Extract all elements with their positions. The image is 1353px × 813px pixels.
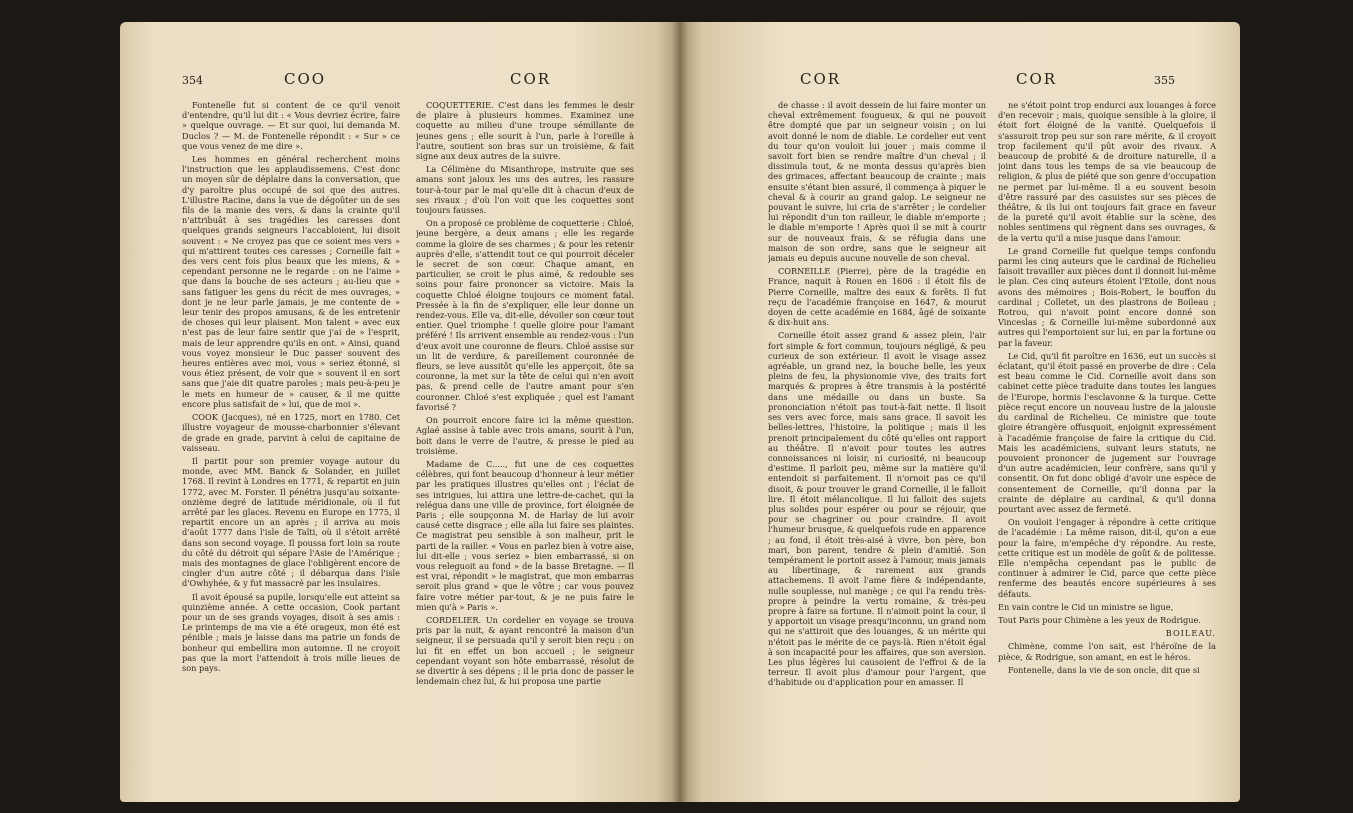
left-column-1 (182, 100, 400, 780)
paragraph: La Célimène du Misanthrope, instruite que ses amans sont jaloux les uns des autres, les rassure tour-à-tour par le mal qu'elle dit à chacun d'eux de ses rivaux ; d'où l'on voit que les coquettes sont toujours fausses. (416, 164, 634, 216)
paragraph: Les hommes en général recherchent moins l'instruction que les applaudissemens. C'est donc un moyen sûr de déplaire dans la conversation, que d'y paroître plus occupé de soi que des autres. L'illustre Racine, dans la vue de dégoûter un de ses fils de la manie des vers, & dans la crainte qu'il n'attribuât à ses tragédies les caresses dont quelques grands seigneurs l'accabloient, lui disoit souvent : « Ne croyez pas que ce soient mes vers » qui m'attirent toutes ces caresses ; Corneille fait » des vers cent fois plus beaux que les miens, & » cependant personne ne le regarde : on ne l'aime » que dans la bouche de ses acteurs ; au-lieu que » sans fatiguer les gens du récit de mes ouvrages, » dont je ne leur parle jamais, je me contente de » leur tenir des propos amusans, & de les entretenir de choses qui leur plaisent. Mon talent » avec eux n'est pas de leur faire sentir que j'ai de » l'esprit, mais de leur apprendre qu'ils en ont. » Ainsi, quand vous voyez monsieur le Duc passer souvent des heures entières avec moi, vous » seriez étonné, si vous étiez présent, de voir que » souvent il en sort sans que j'aie dit quatre paroles ; mais peu-à-peu je le mets en humeur de » causer, & il me quitte encore plus satisfait de » lui, que de moi ». (182, 154, 400, 409)
verse-author: BOILEAU. (1165, 628, 1216, 639)
verse-line-1: En vain contre le Cid un ministre se ligue, (998, 601, 1174, 612)
verse-line-2: Tout Paris pour Chimène a les yeux de Rodrigue. (998, 614, 1201, 625)
running-head-right-1: COR (800, 70, 842, 88)
paragraph: Il avoit épousé sa pupile, lorsqu'elle eut atteint sa quinzième année. A cette occasion, Cook partant pour un de ses grands voyages, disoit à ses amis : Le printemps de ma vie a été orageux, mon été est pénible ; mais je laisse dans ma patrie un fonds de bonheur qui embellira mon automne. Il ne croyoit pas que la mort l'attendoit à trois mille lieues de son pays. (182, 591, 400, 673)
running-head-right-2: COR (1016, 70, 1058, 88)
paragraph: On vouloit l'engager à répondre à cette critique de l'académie : La même raison, dit-il, qu'on a eue pour la faire, m'empêche d'y répondre. Au reste, cette critique est un modèle de goût & de politesse. Elle n'empêcha cependant pas le public de continuer à admirer le Cid, parce que cette pièce renferme des beautés encore supérieures à ses défauts. (998, 517, 1216, 599)
paragraph: On pourroit encore faire ici la même question. Aglaé assise à table avec trois amans, sourit à l'un, boit dans le verre de l'autre, & presse le pied au troisième. (416, 415, 634, 456)
paragraph: Le Cid, qu'il fit paroître en 1636, eut un succès si éclatant, qu'il étoit passé en proverbe de dire : Cela est beau comme le Cid. Corneille avoit dans son cabinet cette pièce traduite dans toutes les langues de l'Europe, hormis l'esclavonne & la turque. Cette pièce reçut encore un nouveau lustre de la jalousie du cardinal de Richelieu. Ce ministre que toute gloire étrangère offusquoit, enjoignit expressément à l'académie françoise de faire la critique du Cid. Mais les académiciens, suivant leurs statuts, ne pouvoient prononcer de jugement sur l'ouvrage d'un autre académicien, leur confrère, sans qu'il y consentit. On fut donc obligé d'avoir une espèce de consentement de Corneille, qu'il donna par la crainte de déplaire au cardinal, & qu'il donna pourtant avec assez de fermeté. (998, 350, 1216, 514)
paragraph: On a proposé ce problème de coquetterie : Chloé, jeune bergère, a deux amans ; elle les regarde comme la gloire de ses charmes ; & pour les retenir auprès d'elle, s'attendit tout ce qui pourroit déceler le secret de son cœur. Chaque amant, en particulier, se croit le plus aimé, & redouble ses soins pour faire prononcer sa victoire. Mais la coquette Chloé éloigne toujours ce moment fatal. Pressée à la fin de s'expliquer, elle leur donne un rendez-vous. Elle va, dit-elle, dévoiler son cœur tout entier. Quel triomphe ! quelle gloire pour l'amant préféré ! Ils arrivent ensemble au rendez-vous : l'un d'eux avoit une couronne de fleurs. Chloé assise sur un lit de verdure, & pareillement couronnée de fleurs, se leve aussitôt qu'elle les apperçoit, ôte sa couronne, la met sur la tête de celui qui n'en avoit pas, & prend celle de l'autre amant pour s'en couronner. Chloé s'est expliquée ; quel est l'amant favorisé ? (416, 218, 634, 412)
right-column-2 (998, 100, 1216, 780)
paragraph: COQUETTERIE. C'est dans les femmes le desir de plaire à plusieurs hommes. Examinez une coquette au milieu d'une troupe sémillante de jeunes gens ; elle sourit à l'un, parle à l'oreille à l'autre, soutient son bras sur un troisième, & fait signe aux deux autres de la suivre. (416, 100, 634, 162)
paragraph: Le grand Corneille fut quelque temps confondu parmi les cinq auteurs que le cardinal de Richelieu faisoit travailler aux pièces dont il donnoit lui-même le plan. Ces cinq auteurs étoient l'Etoile, dont nous avons des mémoires ; Bois-Robert, le bouffon du cardinal ; Colletet, un des plastrons de Boileau ; Rotrou, qui n'avoit point encore donné son Vinceslas ; & Corneille lui-même subordonné aux autres qui l'emportoient sur lui, en par la fortune ou par la faveur. (998, 245, 1216, 348)
right-page (680, 22, 1240, 802)
running-head-left-1: COO (284, 70, 327, 88)
book-gutter (672, 22, 688, 802)
paragraph: Il partit pour son premier voyage autour du monde, avec MM. Banck & Solander, en juillet 1768. Il revint à Londres en 1771, & repartit en juin 1772, avec M. Forster. Il pénétra jusqu'au soixante-onzième degré de latitude méridionale, où il fut arrêté par les glaces. Revenu en Europe en 1775, il repartit encore un an après ; il arriva au mois d'août 1777 dans l'isle de Taïti, où il s'étoit arrêté dans son second voyage. Il poussa fort loin sa route du côté du détroit qui sépare l'Asie de l'Amérique ; mais des montagnes de glace l'obligèrent encore de cingler d'un autre côté ; il débarqua dans l'isle d'Owhyhée, & y fut massacré par les insulaires. (182, 455, 400, 589)
paragraph: Fontenelle, dans la vie de son oncle, dit que si (1008, 664, 1200, 675)
paragraph: ne s'étoit point trop endurci aux louanges à force d'en recevoir ; mais, quoique sensible à la gloire, il étoit fort éloigné de la vanité. Quelquefois il s'assuroit trop peu sur son rare mérite, & il croyoit trop facilement qu'il pût avoir des rivaux. A beaucoup de probité & de droiture naturelle, il a joint dans tous les temps de sa vie beaucoup de religion, & plus de piété que son genre d'occupation ne permet par lui-même. Il a eu souvent besoin d'être rassuré par des casuistes sur ses pièces de théâtre, & ils lui ont toujours fait grace en faveur de la pureté qu'il avoit établie sur la scène, des nobles sentimens qui règnent dans ses ouvrages, & de la vertu qu'il a mise jusque dans l'amour. (998, 100, 1216, 243)
page-number-left: 354 (182, 74, 203, 87)
page-number-right: 355 (1154, 74, 1175, 87)
paragraph: CORDELIER. Un cordelier en voyage se trouva pris par la nuit, & ayant rencontré la maison d'un seigneur, il se persuada qu'il y seroit bien reçu : on lui fit en effet un bon accueil ; le seigneur cependant voyant son hôte embarrassé, résolut de se divertir à ses dépens ; il le pria donc de passer le lendemain chez lui, & lui proposa une partie (416, 614, 634, 687)
paragraph: Fontenelle fut si content de ce qu'il venoit d'entendre, qu'il lui dit : « Vous devriez écrire, faire » quelque ouvrage. — Et sur quoi, lui demanda M. Duclos ? — M. de Fontenelle répondit : « Sur » ce que vous venez de me dire ». (182, 100, 400, 151)
left-page (120, 22, 680, 802)
paragraph: CORNEILLE (Pierre), père de la tragédie en France, naquit à Rouen en 1606 : il étoit fils de Pierre Corneille, maître des eaux & forêts. Il fut reçu de l'académie françoise en 1647, & mourut doyen de cette académie en 1684, âgé de soixante & dix-huit ans. (768, 266, 986, 328)
right-column-1 (768, 100, 986, 780)
paragraph: de chasse : il avoit dessein de lui faire monter un cheval extrêmement fougueux, & qui ne pouvoit être dompté que par un seigneur voisin ; on lui avoit donné le nom de diable. Le cordelier eut vent du tour qu'on vouloit lui jouer ; mais comme il savoit fort bien se rendre maître d'un cheval ; il dissimula tout, & ne monta dessus qu'après bien des grimaces, affectant beaucoup de crainte ; mais ensuite s'étant bien assuré, il commença à piquer le cheval & à courir au grand galop. Le seigneur ne pouvant le suivre, lui cria de s'arrêter ; le cordelier lui répondit d'un ton railleur, le diable m'emporte ; le diable m'emporte ! Après quoi il se mit à courir sur de nouveaux frais, & se réfugia dans une maison de son ordre, sans que le seigneur ait jamais eu depuis aucune nouvelle de son cheval. (768, 100, 986, 264)
running-head-left-2: COR (510, 70, 552, 88)
paragraph: COOK (Jacques), né en 1725, mort en 1780. Cet illustre voyageur de mousse-charbonnier s'élevant de grade en grade, parvint à celui de capitaine de vaisseau. (182, 412, 400, 453)
paragraph: Madame de C....., fut une de ces coquettes célèbres, qui font beaucoup d'honneur à leur métier par les pratiques illustres qu'elles ont ; l'éclat de ses intrigues, lui attira une lettre-de-cachet, qui la relégua dans une ville de province, fort éloignée de Paris ; elle soupçonna M. de Harlay de lui avoir causé cette disgrace ; elle alla lui faire ses plaintes. Ce magistrat peu sensible à son malheur, prit le parti de la railler. « Vous en parlez bien à votre aise, lui dit-elle ; vous seriez » bien embarrassé, si on vous releguoit au fond » de la basse Bretagne. — Il est vrai, répondit » le magistrat, que mon embarras seroit plus grand » que le vôtre ; car vous pouvez faire votre métier par-tout, & je ne puis faire le mien qu'à » Paris ». (416, 458, 634, 612)
open-book (120, 22, 1240, 802)
left-column-2 (416, 100, 634, 780)
paragraph: Chimène, comme l'on sait, est l'héroïne de la pièce, & Rodrigue, son amant, en est le héros. (998, 641, 1216, 662)
paragraph: Corneille étoit assez grand & assez plein, l'air fort simple & fort commun, toujours négligé, & peu curieux de son extérieur. Il avoit le visage assez agréable, un grand nez, la bouche belle, les yeux pleins de feu, la physionomie vive, des traits fort marqués & propres à être transmis à la postérité dans une médaille ou dans un buste. Sa prononciation n'étoit pas tout-à-fait nette. Il lisoit ses vers avec force, mais sans grace. Il savoit les belles-lettres, l'histoire, la politique ; mais il les prenoit principalement du côté qu'elles ont rapport au théâtre. Il n'avoit pour toutes les autres connoissances ni loisir, ni curiosité, ni beaucoup d'estime. Il parloit peu, même sur la matière qu'il entendoit si parfaitement. Il n'ornoit pas ce qu'il disoit, & pour trouver le grand Corneille, il le falloit lire. Il étoit mélancolique. Il lui falloit des sujets plus solides pour espérer ou pour se réjouir, que pour se chagriner ou pour craindre. Il avoit l'humeur brusque, & quelquefois rude en apparence ; au fond, il étoit très-aisé à vivre, bon père, bon mari, bon parent, tendre & plein d'amitié. Son tempérament le portoit assez à l'amour, mais jamais au libertinage, & rarement aux grands attachemens. Il avoit l'ame fière & indépendante, nulle souplesse, nul manège ; ce qui l'a rendu très-propre à peindre la vertu romaine, & très-peu propre à faire sa fortune. Il n'aimoit point la cour, il y apportoit un visage presqu'inconnu, un grand nom qui ne s'attiroit que des louanges, & un mérite qui n'étoit pas le mérite de ce pays-là. Rien n'étoit égal à son incapacité pour les affaires, que son aversion. Les plus légères lui causoient de l'effroi & de la terreur. Il avoit plus d'amour pour l'argent, que d'habitude ou d'application pour en amasser. Il (768, 330, 986, 688)
